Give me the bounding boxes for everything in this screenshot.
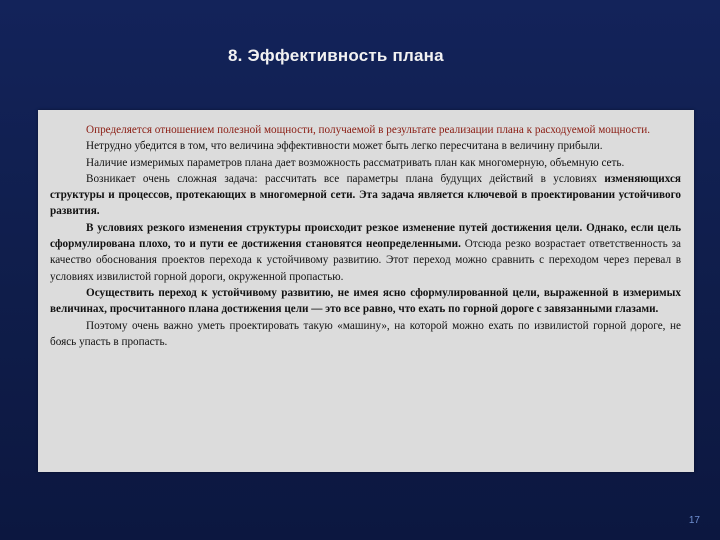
paragraph-structure-change-bold: В условиях резкого изменения структуры происходит резкое изменение путей достижения цели. Однако, если цель сформулирована плохо, то и пути ее достижения становятся неопределенными. <box>50 221 681 251</box>
paragraph-complex-task-bold: изменяющихся структуры и процессов, протекающих в многомерной сети. Эта задача является ключевой в проектировании устойчивого развития. <box>50 172 681 218</box>
paragraph-transition: Осуществить переход к устойчивому развитию, не имея ясно сформулированной цели, выраженной в измеримых величинах, просчитанного плана достижения цели — это все равно, что ехать по горной дороге с завязанными глазами. <box>50 286 681 316</box>
paragraph-definition: Определяется отношением полезной мощности, получаемой в результате реализации плана к расходуемой мощности. <box>86 124 651 136</box>
text-box <box>38 110 694 472</box>
paragraph-measurable-parameters: Наличие измеримых параметров плана дает возможность рассматривать план как многомерную, объемную сеть. <box>86 156 625 169</box>
paragraph-machine: Поэтому очень важно уметь проектировать такую «машину», на которой можно ехать по извилистой горной дороге, не боясь упасть в пропасть. <box>50 319 681 348</box>
paragraph-complex-task-plain: Возникает очень сложная задача: рассчитать все параметры плана будущих действий в условиях <box>86 172 605 185</box>
slide-title: 8. Эффективность плана <box>228 46 444 65</box>
paragraph-complex-task <box>50 171 681 220</box>
paragraph-structure-change <box>50 220 681 285</box>
paragraph-profit: Нетрудно убедится в том, что величина эффективности может быть легко пересчитана в величину прибыли. <box>86 140 603 153</box>
paragraph-structure-change-plain: Отсюда резко возрастает ответственность за качество обоснования проектов перехода к устойчивому развитию. Этот переход можно сравнить с переходом через перевал в условиях извилистой горной дороги, окруженной пропастью. <box>50 238 681 283</box>
body-text <box>50 122 681 350</box>
page-number: 17 <box>688 515 700 526</box>
